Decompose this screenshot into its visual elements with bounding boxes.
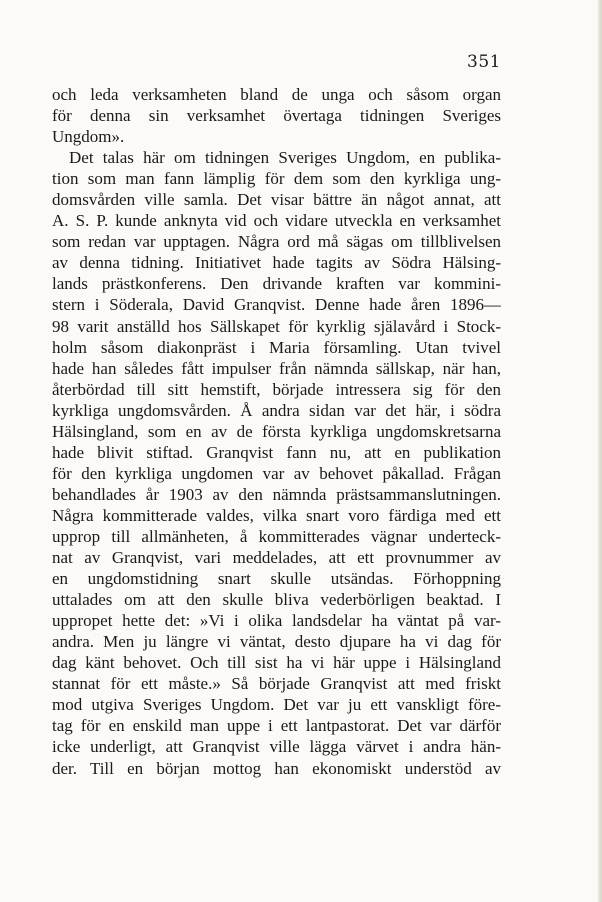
- text-line: och leda verksamheten bland de unga och såsom organ: [52, 85, 501, 104]
- text-line: uttalades om att den skulle bliva vederbörligen beaktad. I: [52, 590, 501, 610]
- text-line: uppropet hette det: »Vi i olika landsdelar ha väntat på var-: [52, 611, 501, 631]
- text-line: återbördad till sitt hemstift, började intressera sig för den: [52, 379, 501, 399]
- text-line: kyrkliga ungdomsvården. Å andra sidan var det här, i södra: [52, 400, 501, 420]
- text-line: Hälsingland, som en av de första kyrkliga ungdomskretsarna: [52, 421, 501, 441]
- page-edge: [598, 0, 602, 902]
- text-line: hade han således fått impulser från nämnda sällskap, när han,: [52, 358, 501, 378]
- text-line: holm såsom diakonpräst i Maria församling. Utan tvivel: [52, 337, 501, 357]
- text-line: Några kommitterade valdes, vilka snart voro färdiga med ett: [52, 505, 501, 525]
- text-line: icke underligt, att Granqvist ville lägga värvet i andra hän-: [52, 737, 501, 757]
- text-line: stern i Söderala, David Granqvist. Denne hade åren 1896—: [52, 295, 501, 315]
- text-line: dag känt behovet. Och till sist ha vi här uppe i Hälsingland: [52, 653, 501, 673]
- page-number: 351: [467, 52, 501, 72]
- text-line: tag för en enskild man uppe i ett lantpastorat. Det var därför: [52, 716, 501, 736]
- text-line: 98 varit anställd hos Sällskapet för kyrklig själavård i Stock-: [52, 316, 501, 336]
- text-line: Ungdom».: [52, 127, 125, 147]
- text-line: som redan var upptagen. Några ord må sägas om tillblivelsen: [52, 232, 501, 252]
- text-line: nat av Granqvist, vari meddelades, att ett provnummer av: [52, 548, 501, 568]
- text-line: hade blivit stiftad. Granqvist fann nu, att en publikation: [52, 442, 501, 462]
- text-line: domsvården ville samla. Det visar bättre än något annat, att: [52, 190, 501, 210]
- text-line: tion som man fann lämplig för dem som den kyrkliga ung-: [52, 169, 501, 189]
- text-line: lands prästkonferens. Den drivande kraften var kommini-: [52, 274, 501, 294]
- text-line: för denna sin verksamhet övertaga tidningen Sveriges: [52, 106, 501, 126]
- text-line: för den kyrkliga ungdomen var av behovet påkallad. Frågan: [52, 463, 501, 483]
- body-text: [52, 84, 501, 779]
- text-line: der. Till en början mottog han ekonomiskt understöd av: [52, 758, 501, 778]
- text-line: andra. Men ju längre vi väntat, desto djupare ha vi dag för: [52, 632, 501, 652]
- text-line: av denna tidning. Initiativet hade tagits av Södra Hälsing-: [52, 253, 501, 273]
- text-line: Det talas här om tidningen Sveriges Ungdom, en publika-: [69, 148, 501, 168]
- text-line: mod utgiva Sveriges Ungdom. Det var ju ett vanskligt före-: [52, 695, 501, 715]
- text-line: en ungdomstidning snart skulle utsändas. Förhoppning: [52, 569, 501, 589]
- text-line: stannat för ett måste.» Så började Granqvist att med friskt: [52, 674, 501, 694]
- text-line: A. S. P. kunde anknyta vid och vidare utveckla en verksamhet: [52, 211, 501, 231]
- text-line: upprop till allmänheten, å kommitterades vägnar underteck-: [52, 526, 501, 546]
- text-line: behandlades år 1903 av den nämnda prästsammanslutningen.: [52, 484, 501, 504]
